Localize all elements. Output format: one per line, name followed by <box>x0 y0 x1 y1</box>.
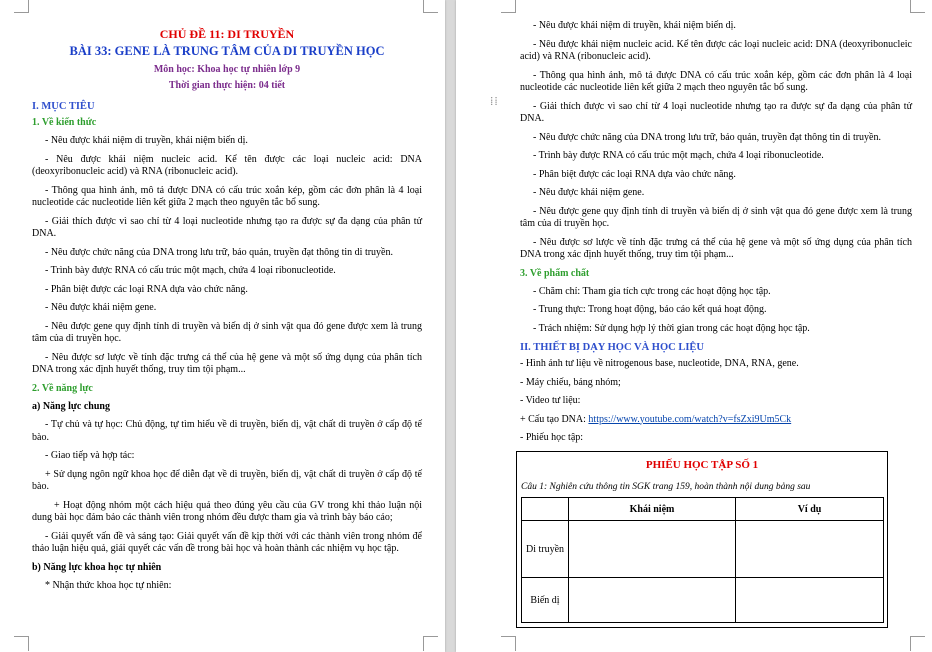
crop-mark-top-right <box>423 0 438 13</box>
crop-mark-bottom-left <box>14 636 29 651</box>
list-item: - Giải quyết vấn đề và sáng tạo: Giải quyết vấn đề kịp thời với các thành viên trong nhóm để thảo luận hiệu quả, giải quyết các vấn đề trong bài học và hoàn thành các nhiệm vụ học tập. <box>32 530 422 554</box>
table-header-example: Ví dụ <box>736 498 884 521</box>
list-item: - Hình ảnh tư liệu về nitrogenous base, nucleotide, DNA, RNA, gene. <box>520 358 799 369</box>
list-item: - Nêu được gene quy định tính di truyền và biến dị ở sinh vật qua đó gene được xem là trung tâm của di truyền học. <box>520 205 912 229</box>
list-item: - Nêu được khái niệm di truyền, khái niệm biến dị. <box>533 20 736 31</box>
crop-mark-top-left <box>501 0 516 13</box>
list-item: - Giao tiếp và hợp tác: <box>45 450 135 461</box>
list-item: - Giải thích được vì sao chỉ từ 4 loại nucleotide nhưng tạo ra được sự đa dạng của phân tử DNA. <box>520 100 912 124</box>
subject-line: Môn học: Khoa học tự nhiên lớp 9 <box>153 64 301 75</box>
worksheet-table <box>521 497 884 623</box>
left-page <box>0 0 445 652</box>
video-link[interactable]: https://www.youtube.com/watch?v=fsZxi9Um5Ck <box>588 413 792 425</box>
cell-example-heredity[interactable] <box>736 521 884 578</box>
subsection-quality: 3. Về phẩm chất <box>520 267 590 279</box>
row-label-variation: Biến dị <box>522 578 569 623</box>
list-item: - Trách nhiệm: Sử dụng hợp lý thời gian trong các hoạt động học tập. <box>533 322 810 334</box>
list-item: - Phân biệt được các loại RNA dựa vào chức năng. <box>533 168 736 180</box>
general-competence-heading: a) Năng lực chung <box>32 400 110 412</box>
cell-example-variation[interactable] <box>736 578 884 623</box>
list-item: - Nêu được sơ lược về tính đặc trưng cá thể của hệ gene và một số ứng dụng của phân tích DNA trong xác định huyết thống, truy tìm tội phạm... <box>520 236 912 260</box>
table-row <box>522 578 884 623</box>
table-header-empty <box>522 498 569 521</box>
drag-handle-icon[interactable]: ⁞⁞ <box>490 94 499 108</box>
crop-mark-top-left <box>14 0 29 13</box>
crop-mark-bottom-left <box>501 636 516 651</box>
cell-concept-heredity[interactable] <box>569 521 736 578</box>
list-item: - Nêu được chức năng của DNA trong lưu trữ, bảo quản, truyền đạt thông tin di truyền. <box>45 246 393 258</box>
list-item: - Nêu được khái niệm nucleic acid. Kể tên được các loại nucleic acid: DNA (deoxyribonucleic acid) và RNA (ribonucleic acid). <box>520 38 912 62</box>
science-competence-heading: b) Năng lực khoa học tự nhiên <box>32 561 162 573</box>
list-item: - Video tư liệu: <box>520 395 581 406</box>
list-item: - Chăm chỉ: Tham gia tích cực trong các hoạt động học tập. <box>533 285 771 297</box>
worksheet-question: Câu 1: Nghiên cứu thông tin SGK trang 159, hoàn thành nội dung bảng sau <box>521 482 811 492</box>
list-item: - Trình bày được RNA có cấu trúc một mạch, chứa 4 loại ribonucleotide. <box>533 150 824 161</box>
chapter-title: CHỦ ĐỀ 11: DI TRUYỀN <box>159 27 295 41</box>
list-item: - Trung thực: Trong hoạt động, báo cáo kết quả hoạt động. <box>533 304 767 315</box>
list-item: - Nêu được khái niệm nucleic acid. Kể tên được các loại nucleic acid: DNA (deoxyribonucleic acid) và RNA (ribonucleic acid). <box>32 153 422 177</box>
worksheet-label: - Phiếu học tập: <box>520 432 584 443</box>
table-row <box>522 521 884 578</box>
right-page-content <box>520 20 912 628</box>
table-header-row <box>522 498 884 521</box>
crop-mark-top-right <box>910 0 925 13</box>
list-item: - Nêu được khái niệm gene. <box>533 187 645 198</box>
worksheet-title: PHIẾU HỌC TẬP SỐ 1 <box>645 458 759 471</box>
left-page-content <box>32 0 422 599</box>
section-objectives: I. MỤC TIÊU <box>32 101 95 112</box>
list-item: - Thông qua hình ảnh, mô tả được DNA có cấu trúc xoắn kép, gồm các đơn phân là 4 loại nucleotide các nucleotide liên kết giữa 2 mạch theo nguyên tắc bổ sung. <box>520 69 912 93</box>
list-item: - Nêu được khái niệm di truyền, khái niệm biến dị. <box>45 135 248 146</box>
video-line <box>520 414 912 427</box>
right-page <box>456 0 932 652</box>
list-item: - Phân biệt được các loại RNA dựa vào chức năng. <box>45 283 248 295</box>
row-label-heredity: Di truyền <box>522 521 569 578</box>
list-item: - Giải thích được vì sao chỉ từ 4 loại nucleotide nhưng tạo ra được sự đa dạng của phân tử DNA. <box>32 215 422 239</box>
lesson-title: BÀI 33: GENE LÀ TRUNG TÂM CỦA DI TRUYỀN HỌC <box>69 44 385 58</box>
list-item: - Nêu được gene quy định tính di truyền và biến dị ở sinh vật qua đó gene được xem là trung tâm của di truyền học. <box>32 320 422 344</box>
list-item: * Nhận thức khoa học tự nhiên: <box>45 580 172 591</box>
table-header-concept: Khái niệm <box>569 498 736 521</box>
list-item: - Nêu được sơ lược về tính đặc trưng cá thể của hệ gene và một số ứng dụng của phân tích DNA trong xác định huyết thống, truy tìm tội phạm... <box>32 351 422 375</box>
subsection-skills: 2. Về năng lực <box>32 382 93 394</box>
list-item: - Thông qua hình ảnh, mô tả được DNA có cấu trúc xoắn kép, gồm các đơn phân là 4 loại nucleotide các nucleotide liên kết giữa 2 mạch theo nguyên tắc bổ sung. <box>32 184 422 208</box>
worksheet-box <box>516 451 888 629</box>
crop-mark-bottom-right <box>423 636 438 651</box>
duration-line: Thời gian thực hiện: 04 tiết <box>168 80 286 91</box>
subsection-knowledge: 1. Về kiến thức <box>32 117 97 128</box>
list-item: + Hoạt động nhóm một cách hiệu quả theo đúng yêu cầu của GV trong khi thảo luận nội dung bài học đảm bảo các thành viên trong nhóm đều được tham gia và trình bày báo cáo; <box>32 499 422 523</box>
list-item: - Nêu được chức năng của DNA trong lưu trữ, bảo quản, truyền đạt thông tin di truyền. <box>533 131 881 143</box>
crop-mark-bottom-right <box>910 636 925 651</box>
list-item: - Máy chiếu, bảng nhóm; <box>520 376 621 388</box>
list-item: - Tự chủ và tự học: Chủ động, tự tìm hiểu về di truyền, biến dị, vật chất di truyền ở cấp độ tế bào. <box>32 419 422 443</box>
section-equipment: II. THIẾT BỊ DẠY HỌC VÀ HỌC LIỆU <box>520 342 704 353</box>
list-item: - Nêu được khái niệm gene. <box>45 302 157 313</box>
list-item: - Trình bày được RNA có cấu trúc một mạch, chứa 4 loại ribonucleotide. <box>45 265 336 276</box>
video-prefix: + Cấu tạo DNA: <box>520 413 589 425</box>
cell-concept-variation[interactable] <box>569 578 736 623</box>
list-item: + Sử dụng ngôn ngữ khoa học để diễn đạt về di truyền, biến dị, vật chất di truyền ở cấp độ tế bào. <box>32 468 422 492</box>
